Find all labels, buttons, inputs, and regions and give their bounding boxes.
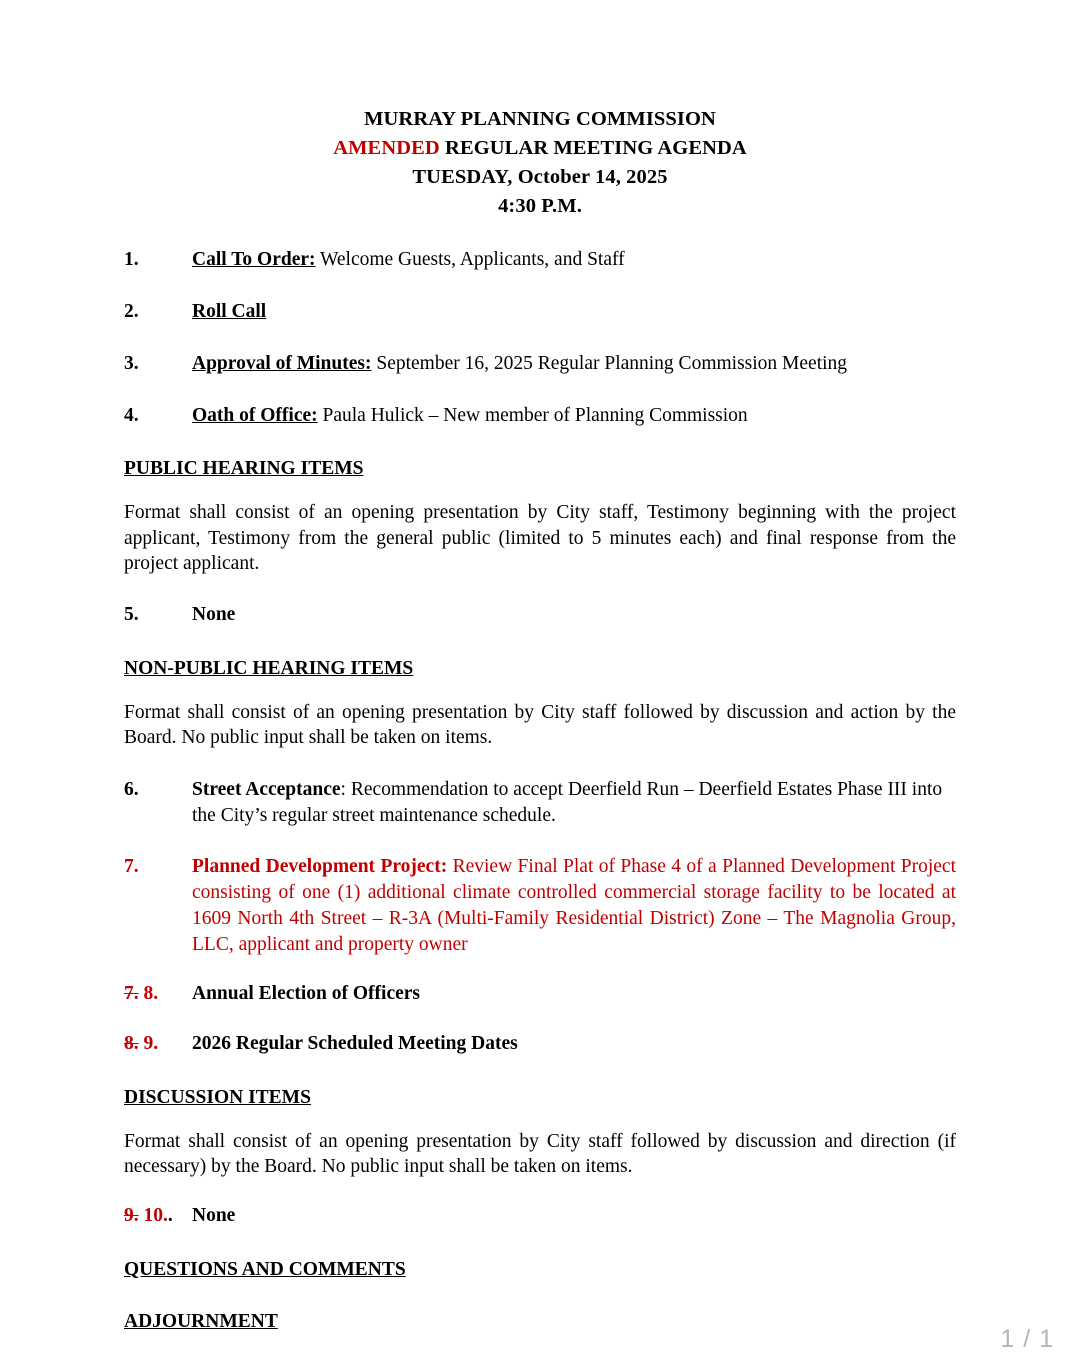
title-line-time: 4:30 P.M. (498, 195, 582, 218)
agenda-item-9-old-number: 8. (124, 1032, 139, 1054)
agenda-item-7-lead: Planned Development Project: (192, 856, 448, 878)
agenda-item-10-new-number: 10. (143, 1205, 168, 1227)
non-public-hearing-format-text: Format shall consist of an opening presentation by City staff followed by discussion and action by the Board. No public input shall be taken on items. (124, 702, 956, 749)
agenda-item-2 (124, 299, 956, 325)
agenda-item-8 (124, 981, 956, 1007)
agenda-item-10-label: None (192, 1205, 236, 1227)
agenda-item-4-body (192, 403, 956, 429)
agenda-item-9-new-number: 9. (143, 1032, 159, 1054)
agenda-item-4-heading: Oath of Office: (192, 404, 318, 426)
agenda-item-7-text: Review Final Plat of Phase 4 of a Planned Development Project consisting of one (1) additional climate controlled commercial storage facility to be located at 1609 North 4th Street – R-3A (Multi-Family Residential District) Zone – The Magnolia Group, LLC, applicant and property owner (192, 856, 956, 955)
page-indicator: 1 / 1 (1000, 1325, 1054, 1353)
agenda-label: REGULAR MEETING AGENDA (439, 137, 747, 160)
public-hearing-format-text: Format shall consist of an opening presentation by City staff, Testimony beginning with the project applicant, Testimony from the general public (limited to 5 minutes each) and final response from the project applicant. (124, 502, 956, 575)
agenda-item-1-text: Welcome Guests, Applicants, and Staff (315, 249, 625, 271)
agenda-item-4-number: 4. (124, 404, 139, 426)
agenda-item-6 (124, 777, 956, 828)
agenda-item-3-heading: Approval of Minutes: (192, 352, 372, 374)
agenda-item-7-number: 7. (124, 856, 139, 878)
agenda-item-8-new-number: 8. (143, 983, 159, 1005)
agenda-item-10-number: 9. 10.. (124, 1205, 173, 1227)
agenda-item-8-old-number: 7. (124, 983, 139, 1005)
agenda-item-3 (124, 351, 956, 377)
agenda-item-3-body (192, 351, 956, 377)
agenda-item-5 (124, 602, 956, 628)
section-head-questions-comments: QUESTIONS AND COMMENTS (124, 1259, 406, 1281)
discussion-format-text: Format shall consist of an opening presentation by City staff followed by discussion and direction (if necessary) by the Board. No public input shall be taken on items. (124, 1130, 956, 1178)
agenda-item-1-heading: Call To Order: (192, 249, 316, 271)
document-title-block (124, 105, 956, 221)
agenda-item-2-body (192, 299, 956, 325)
agenda-item-1 (124, 247, 956, 273)
title-line-date: TUESDAY, October 14, 2025 (412, 166, 668, 189)
agenda-item-6-body (192, 777, 956, 828)
section-head-non-public-hearing: NON-PUBLIC HEARING ITEMS (124, 658, 414, 680)
title-line-agenda (124, 134, 956, 163)
title-line-organization: MURRAY PLANNING COMMISSION (364, 108, 716, 130)
agenda-item-3-number: 3. (124, 352, 139, 374)
agenda-item-7 (124, 854, 956, 957)
section-head-public-hearing: PUBLIC HEARING ITEMS (124, 458, 364, 480)
section-head-adjournment: ADJOURNMENT (124, 1311, 278, 1333)
agenda-item-9-number (124, 1031, 192, 1057)
agenda-item-6-number: 6. (124, 778, 139, 800)
section-head-discussion: DISCUSSION ITEMS (124, 1086, 311, 1108)
agenda-item-1-body (192, 247, 956, 273)
agenda-item-3-text: September 16, 2025 Regular Planning Commission Meeting (371, 352, 848, 374)
agenda-item-9-label: 2026 Regular Scheduled Meeting Dates (192, 1032, 518, 1054)
agenda-item-6-lead: Street Acceptance (192, 778, 341, 800)
agenda-item-5-number: 5. (124, 604, 139, 626)
agenda-item-10-old-number: 9. (124, 1205, 139, 1227)
agenda-item-9 (124, 1031, 956, 1057)
agenda-item-4-text: Paula Hulick – New member of Planning Commission (317, 404, 748, 426)
agenda-item-6-text: : Recommendation to accept Deerfield Run – Deerfield Estates Phase III into the City’s regular street maintenance schedule. (192, 778, 943, 826)
agenda-item-8-number (124, 981, 192, 1007)
agenda-item-2-heading: Roll Call (192, 301, 267, 323)
agenda-item-10 (124, 1203, 956, 1229)
agenda-item-2-number: 2. (124, 301, 139, 323)
agenda-item-1-number: 1. (124, 249, 139, 271)
agenda-item-4 (124, 403, 956, 429)
agenda-item-7-body (192, 854, 956, 957)
agenda-item-8-label: Annual Election of Officers (192, 983, 421, 1005)
agenda-item-5-label: None (192, 604, 236, 626)
document-content (124, 105, 956, 1333)
amended-label: AMENDED (333, 137, 440, 160)
